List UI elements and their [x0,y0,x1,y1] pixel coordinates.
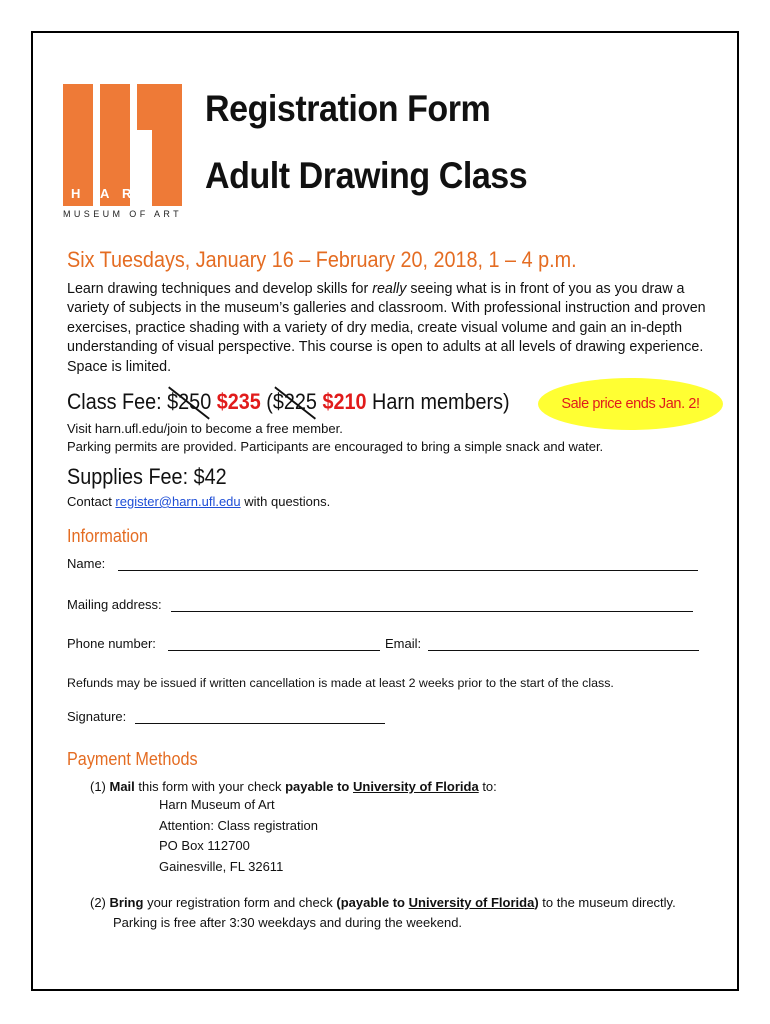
method1-payable: payable to [285,779,353,794]
method1-number: (1) [90,779,110,794]
signature-label: Signature: [67,709,127,724]
supplies-fee: Supplies Fee: $42 [67,464,227,489]
description-part1: Learn drawing techniques and develop skills for [67,281,373,297]
refund-note: Refunds may be issued if written cancellation is made at least 2 weeks prior to the start of the class. [67,676,614,690]
address-input-line[interactable] [171,611,693,612]
method2-line2: Parking is free after 3:30 weekdays and during the weekend. [113,915,463,930]
phone-input-line[interactable] [168,650,380,651]
address-line-4: Gainesville, FL 32611 [159,858,284,874]
method2-text2: to the museum directly. [538,895,676,910]
old-price: $250 [167,389,212,414]
method2-number: (2) [90,895,110,910]
phone-label: Phone number: [67,636,156,651]
membership-note: Visit harn.ufl.edu/join to become a free member. [67,421,343,436]
address-line-2: Attention: Class registration [159,817,318,833]
email-label: Email: [385,636,422,651]
signature-input-line[interactable] [135,723,385,724]
email-input-line[interactable] [428,650,699,651]
method2-text1: your registration form and check [143,895,337,910]
schedule-heading: Six Tuesdays, January 16 – February 20, 2018, 1 – 4 p.m. [67,247,577,272]
course-description [67,280,727,377]
payment-method-2 [90,895,676,910]
method1-text1: this form with your check [134,779,286,794]
payment-method-1 [90,779,497,794]
logo-subtitle: MUSEUM OF ART [63,209,183,219]
new-member-price: $210 [322,389,367,414]
method2-verb: Bring [109,895,144,910]
address-line-3: PO Box 112700 [159,838,250,853]
method1-text2: to: [478,779,497,794]
contact-line [67,492,330,511]
contact-email-link[interactable]: register@harn.ufl.edu [115,494,241,509]
title-registration-form: Registration Form [205,88,491,129]
name-input-line[interactable] [118,570,698,571]
method2-close: ) [534,895,539,910]
new-price: $235 [216,389,261,414]
parking-note: Parking permits are provided. Participants are encouraged to bring a simple snack and water. [67,439,604,454]
mailing-address-block [159,795,318,877]
old-member-price: $225 [272,389,317,414]
logo-gap-2 [93,84,100,206]
contact-suffix: with questions. [240,494,331,509]
method1-verb: Mail [109,779,135,794]
method2-payable: (payable to [336,895,409,910]
method2-payee: University of Florida [408,895,535,910]
name-label: Name: [67,556,106,571]
class-fee-line [67,389,510,415]
member-suffix: Harn members) [372,389,510,414]
contact-prefix: Contact [67,494,116,509]
description-part2: seeing what is in front of you as you draw a variety of subjects in the museum’s galleries and classroom. With professional instruction and proven exercises, practice shading with a variety of dry media, create visual volume and gain an in-depth understanding of visual perspective. This course is open to adults at all levels of drawing experience. Space is limited. [67,281,706,375]
logo-letter-n: N [143,186,153,201]
open-paren: ( [266,389,273,414]
address-line-1: Harn Museum of Art [159,797,275,812]
class-fee-label: Class Fee: [67,389,162,414]
logo-letter-a: A [100,186,110,201]
description-emphasis: really [372,281,407,297]
logo-letter-r: R [122,186,132,201]
information-heading: Information [67,526,149,546]
logo-letter-h: H [71,186,81,201]
payment-heading: Payment Methods [67,749,198,769]
sale-note: Sale price ends Jan. 2! [561,396,700,412]
title-adult-drawing-class: Adult Drawing Class [205,155,528,196]
method1-payee: University of Florida [353,779,479,794]
address-label: Mailing address: [67,597,162,612]
